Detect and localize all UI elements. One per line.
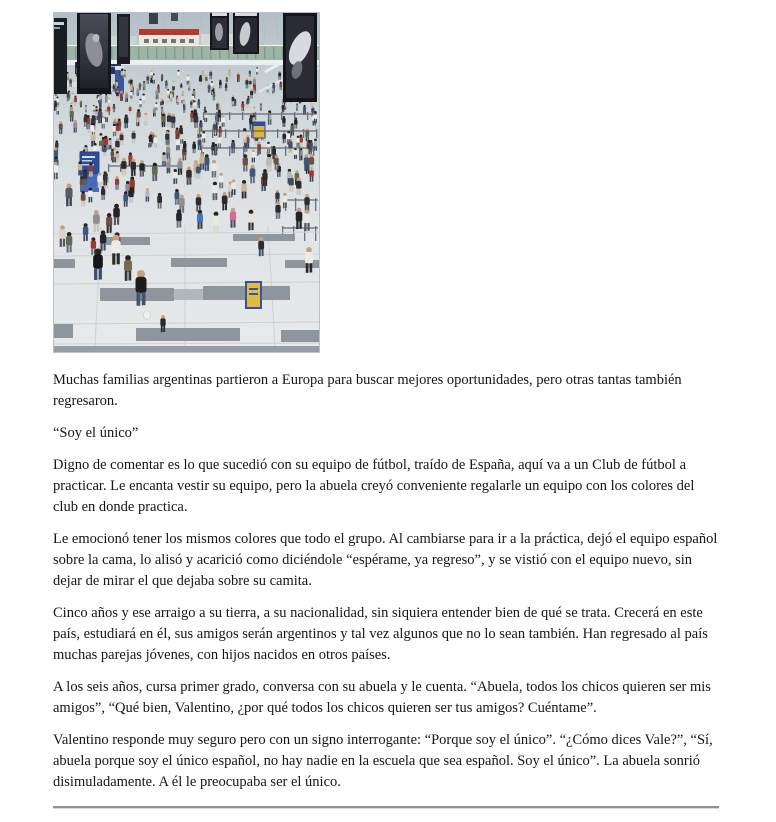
- article: [53, 370, 776, 793]
- airport-crowd-photo: [53, 12, 320, 353]
- billboard: [210, 12, 229, 50]
- paragraph-abuela: A los seis años, cursa primer grado, conversa con su abuela y le cuenta. “Abuela, todos los chicos quieren ser mis amigos”, “Qué bien, Valentino, ¿por qué todos los chicos quieren ser tus amigos? Cuéntame”.: [53, 679, 711, 716]
- airport-crowd-photo-canvas: [53, 12, 320, 353]
- billboard: [233, 12, 259, 54]
- paragraph-arraigo: Cinco años y ese arraigo a su tierra, a su nacionalidad, sin siquiera entender bien de qué se trata. Crecerá en este país, estudiará en él, sus amigos serán argentinos y tal vez algunos que no lo sean también. Han regresado al país muchas parejas jóvenes, con hijos nacidos en otros países.: [53, 605, 708, 663]
- billboard: [77, 12, 111, 94]
- yellow-sign-floor: [246, 282, 261, 308]
- paragraph-colores: Le emocionó tener los mismos colores que todo el grupo. Al cambiarse para ir a la práctica, dejó el equipo español sobre la cama, lo alisó y acarició como diciéndole “espérame, ya regreso”, y se vistió con el equipo nuevo, sin dejar de mirar el que dejaba sobre su camita.: [53, 531, 718, 589]
- paragraph-el-unico: Valentino responde muy seguro pero con un signo interrogante: “Porque soy el único”. “¿Cómo dices Vale?”, “Sí, abuela porque soy el único español, no hay nadie en la escuela que sea español. Soy el único”. La abuela sonrió disimuladamente. A él le preocupaba ser el único.: [53, 732, 713, 790]
- paragraph-intro: Muchas familias argentinas partieron a Europa para buscar mejores oportunidades, pero otras tantas también regresaron.: [53, 372, 682, 409]
- paragraph-futbol: Digno de comentar es lo que sucedió con su equipo de fútbol, traído de España, aquí va a un Club de fútbol a practicar. Le encanta vestir su equipo, pero la abuela creyó conveniente regalarle un equipo con los colores del club en donde practica.: [53, 457, 695, 515]
- billboard: [283, 12, 317, 102]
- billboard: [117, 14, 130, 64]
- billboard: [53, 18, 67, 94]
- paragraph-quote-title: “Soy el único”: [53, 425, 139, 441]
- horizontal-rule: [53, 806, 719, 809]
- yellow-sign-small: [253, 122, 265, 138]
